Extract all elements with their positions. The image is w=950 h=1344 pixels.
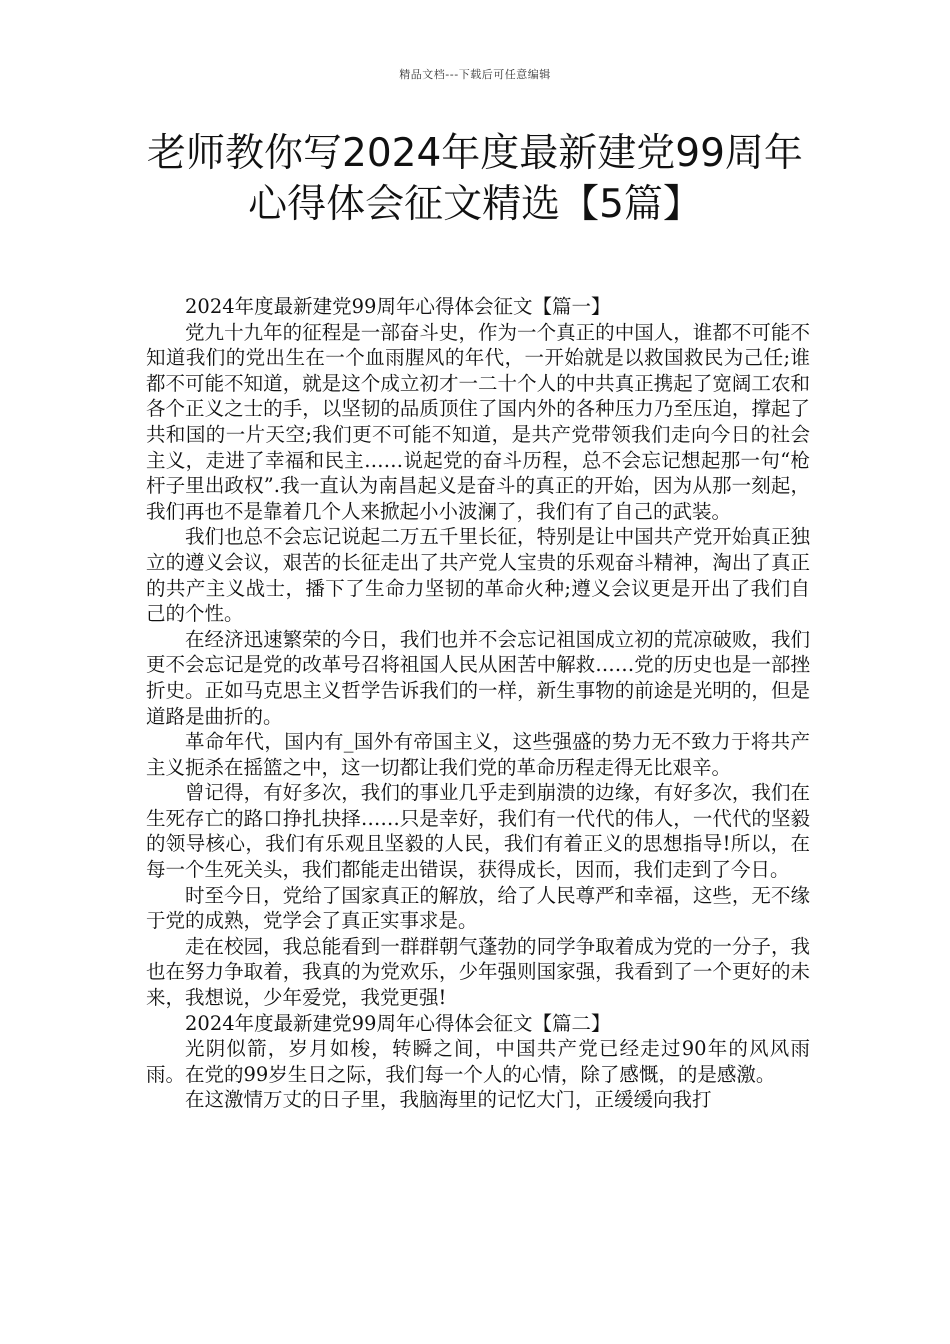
body-paragraph: 党九十九年的征程是一部奋斗史，作为一个真正的中国人，谁都不可能不知道我们的党出生在一个血雨腥风的年代，一开始就是以救国救民为己任;谁都不可能不知道，就是这个成立初才一二十个人的中共真正携起了宽阔工农和各个正义之士的手，以坚韧的品质顶住了国内外的各种压力乃至压迫，撑起了共和国的一片天空;我们更不可能不知道，是共产党带领我们走向今日的社会主义，走进了幸福和民主……说起党的奋斗历程，总不会忘记想起那一句“枪杆子里出政权”.我一直认为南昌起义是奋斗的真正的开始，因为从那一刻起，我们再也不是靠着几个人来掀起小小波澜了，我们有了自己的武装。	[146, 320, 810, 523]
body-paragraph: 革命年代，国内有_国外有帝国主义，这些强盛的势力无不致力于将共产主义扼杀在摇篮之中，这一切都让我们党的革命历程走得无比艰辛。	[146, 730, 810, 779]
body-paragraph: 曾记得，有好多次，我们的事业几乎走到崩溃的边缘，有好多次，我们在生死存亡的路口挣扎抉择……只是幸好，我们有一代代的伟人，一代代的坚毅的领导核心，我们有乐观且坚毅的人民，我们有着正义的思想指导!所以，在每一个生死关头，我们都能走出错误，获得成长，因而，我们走到了今日。	[146, 781, 810, 882]
body-paragraph: 时至今日，党给了国家真正的解放，给了人民尊严和幸福，这些，无不缘于党的成熟，党学会了真正实事求是。	[146, 883, 810, 933]
section-heading-1: 2024年度最新建党99周年心得体会征文【篇一】	[185, 295, 611, 318]
body-paragraph: 光阴似箭，岁月如梭，转瞬之间，中国共产党已经走过90年的风风雨雨。在党的99岁生日之际，我们每一个人的心情，除了感慨，的是感激。	[146, 1037, 810, 1086]
body-paragraph: 在这激情万丈的日子里，我脑海里的记忆大门，正缓缓向我打	[185, 1088, 712, 1112]
body-paragraph: 我们也总不会忘记说起二万五千里长征，特别是让中国共产党开始真正独立的遵义会议，艰苦的长征走出了共产党人宝贵的乐观奋斗精神，淘出了真正的共产主义战士，播下了生命力坚韧的革命火种;遵义会议更是开出了我们自己的个性。	[146, 525, 810, 626]
body-paragraph: 走在校园，我总能看到一群群朝气蓬勃的同学争取着成为党的一分子，我也在努力争取着，我真的为党欢乐，少年强则国家强，我看到了一个更好的未来，我想说，少年爱党，我党更强!	[146, 934, 810, 1010]
document-title-line-1: 老师教你写2024年度最新建党99周年	[147, 131, 803, 176]
section-heading-2: 2024年度最新建党99周年心得体会征文【篇二】	[185, 1011, 611, 1035]
document-body	[146, 294, 810, 1113]
page-header-note: 精品文档---下载后可任意编辑	[399, 68, 551, 81]
body-paragraph: 在经济迅速繁荣的今日，我们也并不会忘记祖国成立初的荒凉破败，我们更不会忘记是党的改革号召将祖国人民从困苦中解救……党的历史也是一部挫折史。正如马克思主义哲学告诉我们的一样，新生事物的前途是光明的，但是道路是曲折的。	[146, 627, 810, 728]
document-title	[100, 128, 850, 230]
document-title-line-2: 心得体会征文精选【5篇】	[248, 182, 702, 227]
